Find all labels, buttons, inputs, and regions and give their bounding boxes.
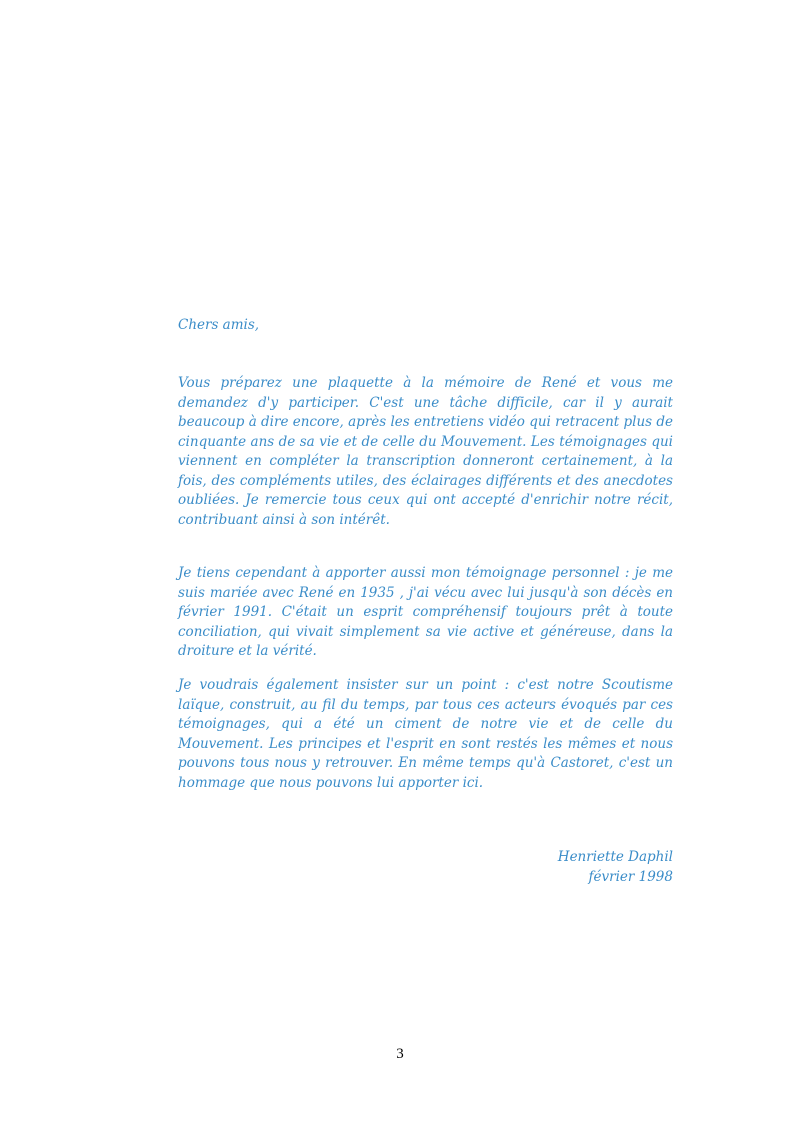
salutation: Chers amis,: [178, 317, 260, 333]
page-number: 3: [396, 1046, 404, 1062]
paragraph-1: Vous préparez une plaquette à la mémoire de René et vous me demandez d'y participer. C'est une tâche difficile, car il y aurait beaucoup à dire encore, après les entretiens vidéo qui retracent plus de cinquante ans de sa vie et de celle du Mouvement. Les témoignages qui viennent en compléter la transcription donneront certainement, à la fois, des compléments utiles, des éclairages différents et des anecdotes oubliées. Je remercie tous ceux qui ont accepté d'enrichir notre récit, contribuant ainsi à son intérêt.: [178, 375, 673, 528]
signature-name: Henriette Daphil: [557, 849, 673, 865]
paragraph-2: Je tiens cependant à apporter aussi mon témoignage personnel : je me suis mariée avec René en 1935 , j'ai vécu avec lui jusqu'à son décès en février 1991. C'était un esprit compréhensif toujours prêt à toute conciliation, qui vivait simplement sa vie active et généreuse, dans la droiture et la vérité.: [178, 565, 673, 659]
signature-block: [558, 847, 673, 887]
paragraph-3: Je voudrais également insister sur un point : c'est notre Scoutisme laïque, construit, au fil du temps, par tous ces acteurs évoqués par ces témoignages, qui a été un ciment de notre vie et de celle du Mouvement. Les principes et l'esprit en sont restés les mêmes et nous pouvons tous nous y retrouver. En même temps qu'à Castoret, c'est un hommage que nous pouvons lui apporter ici.: [178, 677, 673, 791]
signature-date: février 1998: [588, 869, 673, 885]
